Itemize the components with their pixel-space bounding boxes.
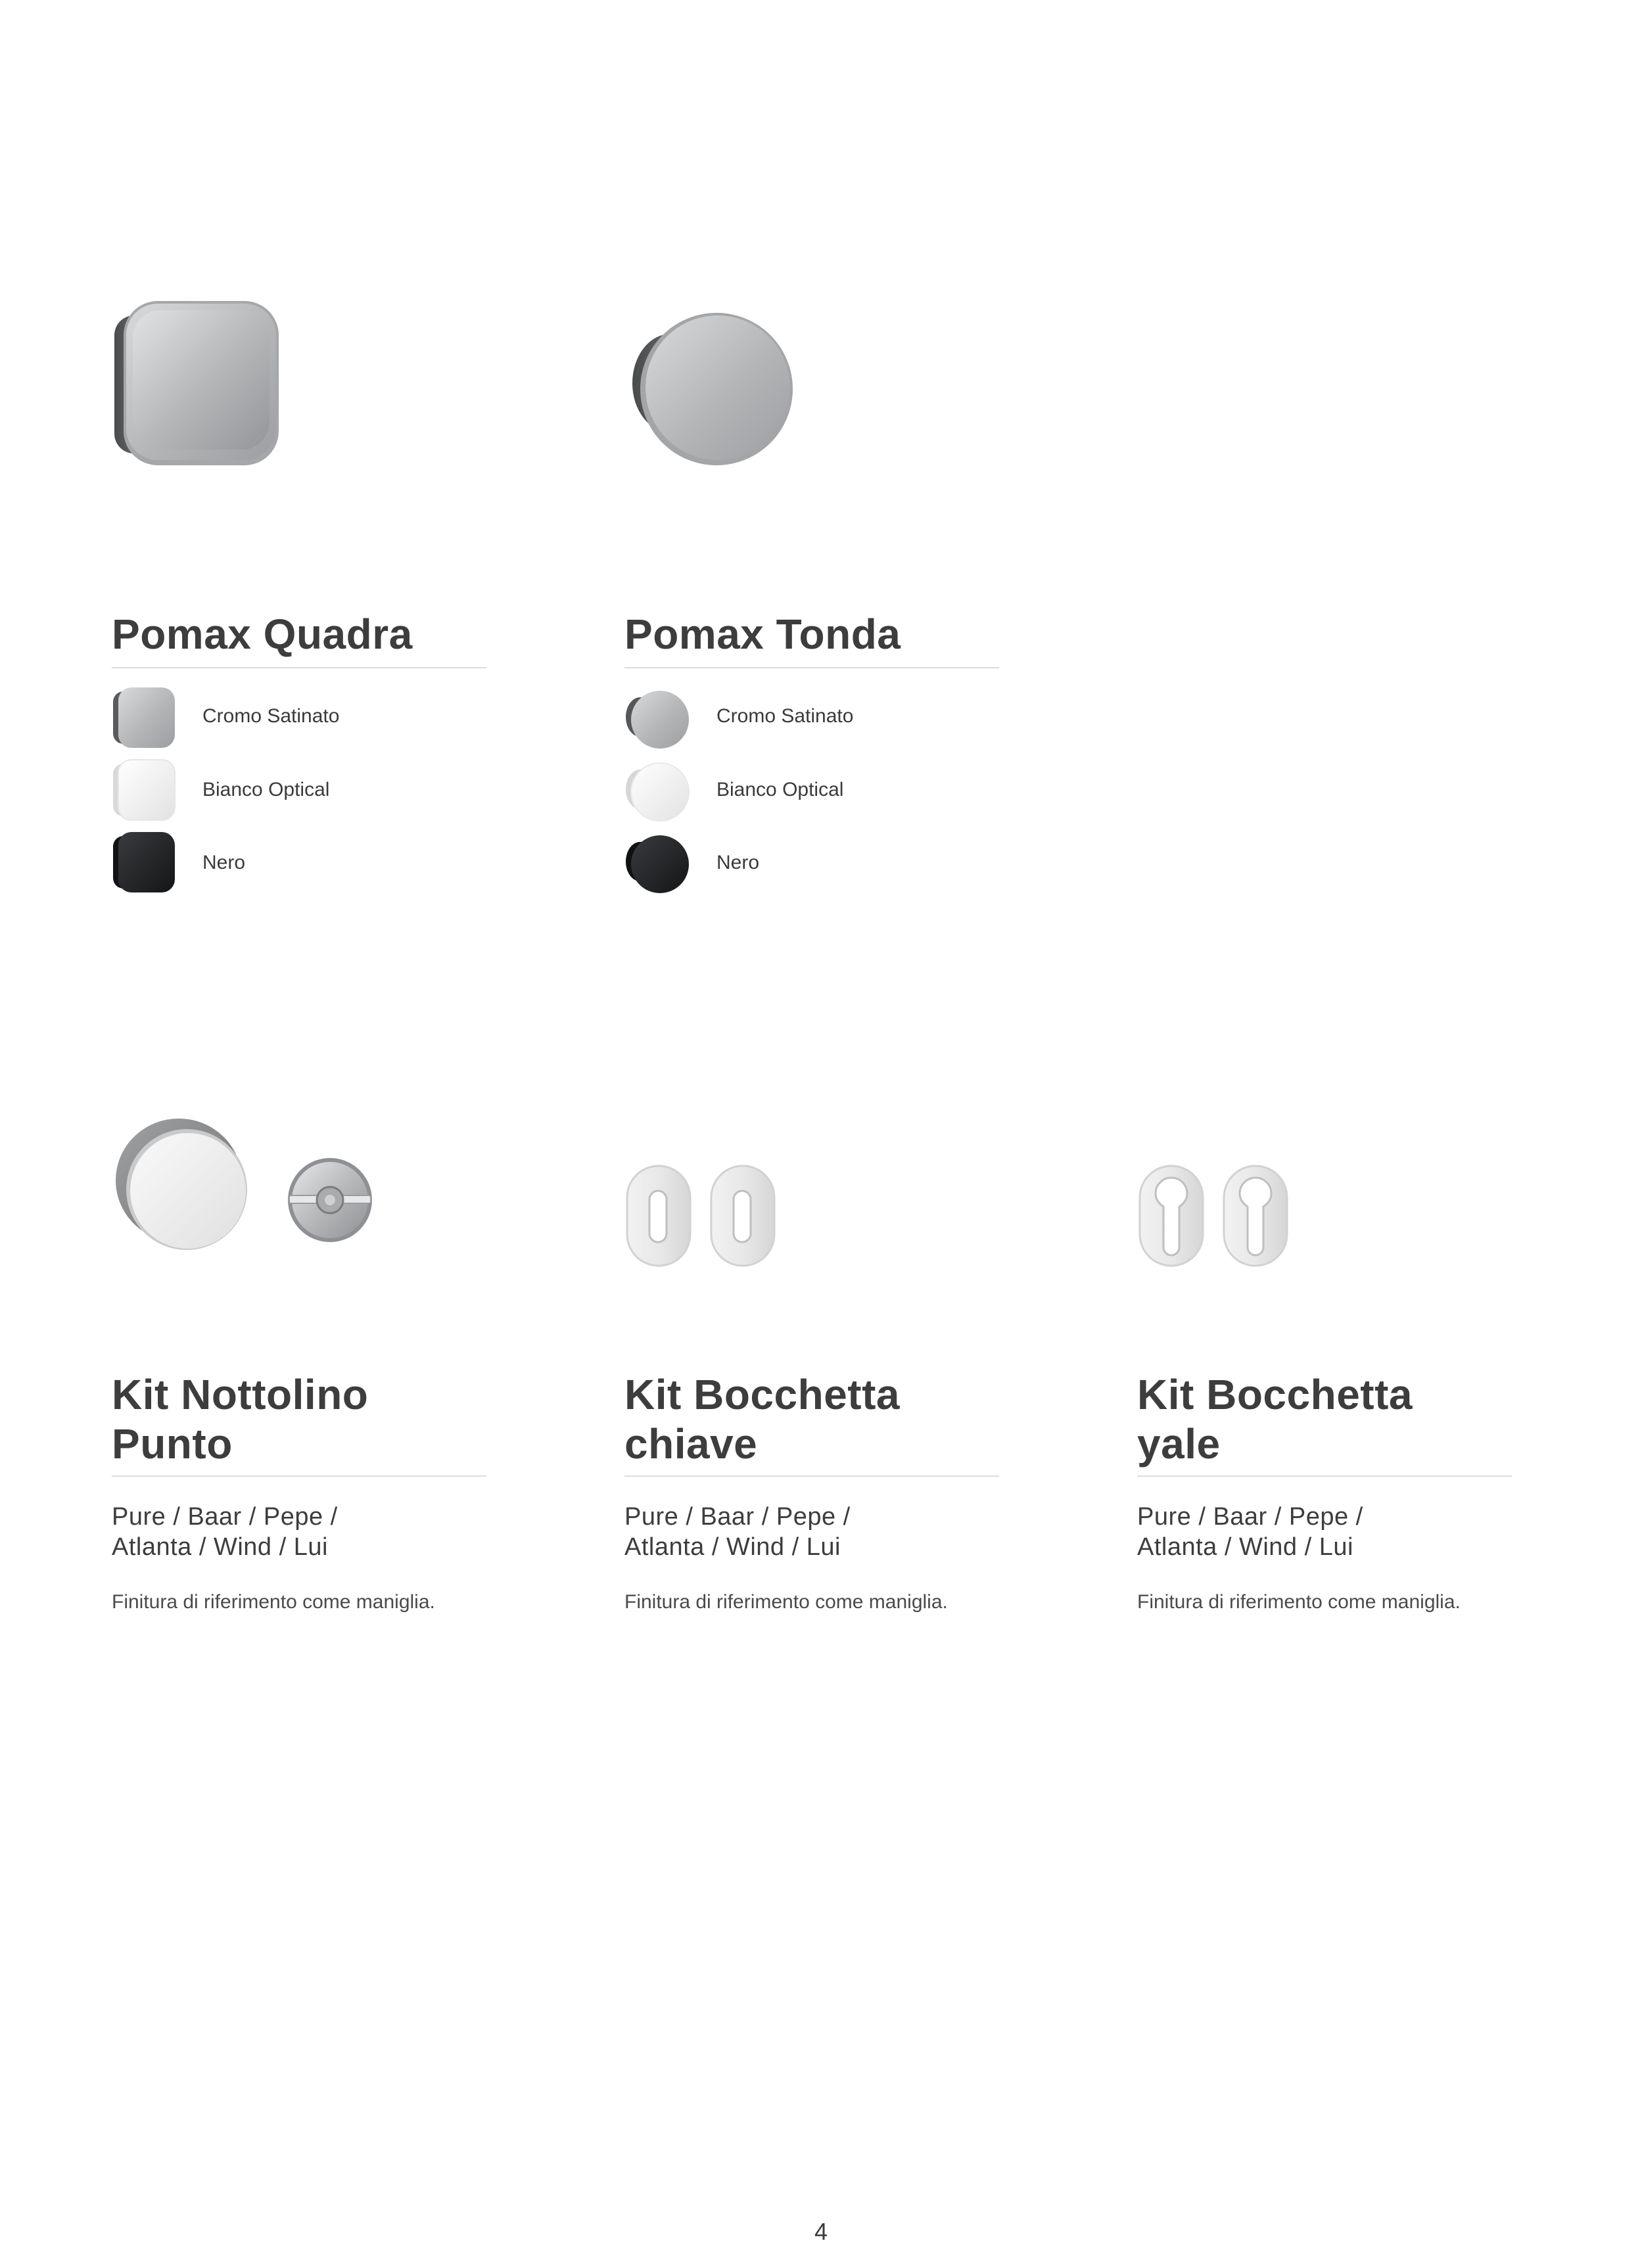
divider bbox=[1137, 1475, 1512, 1477]
round-knob-white-swatch bbox=[624, 759, 690, 825]
finish-label: Cromo Satinato bbox=[716, 705, 854, 727]
round-knob-chrome-swatch bbox=[624, 687, 690, 752]
divider bbox=[112, 667, 486, 668]
title-line: Kit Bocchetta bbox=[1137, 1371, 1413, 1418]
finish-label: Nero bbox=[716, 852, 760, 873]
finish-note: Finitura di riferimento come maniglia. bbox=[1137, 1591, 1461, 1613]
title-line: Kit Bocchetta bbox=[624, 1371, 900, 1418]
finish-note: Finitura di riferimento come maniglia. bbox=[624, 1591, 948, 1613]
finish-label: Cromo Satinato bbox=[202, 705, 340, 727]
title-line: yale bbox=[1137, 1420, 1221, 1468]
finish-label: Nero bbox=[202, 852, 246, 873]
compatible-models bbox=[1137, 1502, 1363, 1562]
title-line: Kit Nottolino bbox=[112, 1371, 369, 1418]
models-line: Pure / Baar / Pepe / bbox=[1137, 1503, 1363, 1531]
divider bbox=[112, 1475, 486, 1477]
models-line: Atlanta / Wind / Lui bbox=[624, 1533, 841, 1561]
kit-bocchetta-yale-title bbox=[1137, 1370, 1413, 1469]
compatible-models bbox=[112, 1502, 338, 1562]
kit-bocchetta-chiave-title bbox=[624, 1370, 900, 1469]
square-knob-white-swatch bbox=[112, 757, 177, 823]
kit-nottolino-title bbox=[112, 1370, 368, 1469]
models-line: Atlanta / Wind / Lui bbox=[1137, 1533, 1353, 1561]
page-number: 4 bbox=[814, 2218, 828, 2245]
title-line: Punto bbox=[112, 1420, 233, 1468]
round-knob-black-swatch bbox=[624, 831, 690, 897]
pomax-quadra-image bbox=[112, 296, 283, 473]
models-line: Pure / Baar / Pepe / bbox=[112, 1503, 338, 1531]
square-knob-black-swatch bbox=[112, 829, 177, 895]
finish-label: Bianco Optical bbox=[202, 779, 330, 800]
kit-bocchetta-chiave-image bbox=[624, 1163, 782, 1268]
compatible-models bbox=[624, 1502, 851, 1562]
kit-bocchetta-yale-image bbox=[1137, 1163, 1295, 1268]
title-line: chiave bbox=[624, 1420, 758, 1468]
pomax-quadra-title: Pomax Quadra bbox=[112, 611, 413, 658]
models-line: Pure / Baar / Pepe / bbox=[624, 1503, 851, 1531]
square-knob-chrome-swatch bbox=[112, 685, 177, 751]
pomax-tonda-image bbox=[624, 308, 795, 478]
divider bbox=[624, 1475, 999, 1477]
pomax-tonda-title: Pomax Tonda bbox=[624, 611, 901, 658]
models-line: Atlanta / Wind / Lui bbox=[112, 1533, 328, 1561]
kit-nottolino-image bbox=[113, 1117, 389, 1262]
finish-label: Bianco Optical bbox=[716, 779, 844, 800]
finish-note: Finitura di riferimento come maniglia. bbox=[112, 1591, 435, 1613]
divider bbox=[624, 667, 999, 668]
